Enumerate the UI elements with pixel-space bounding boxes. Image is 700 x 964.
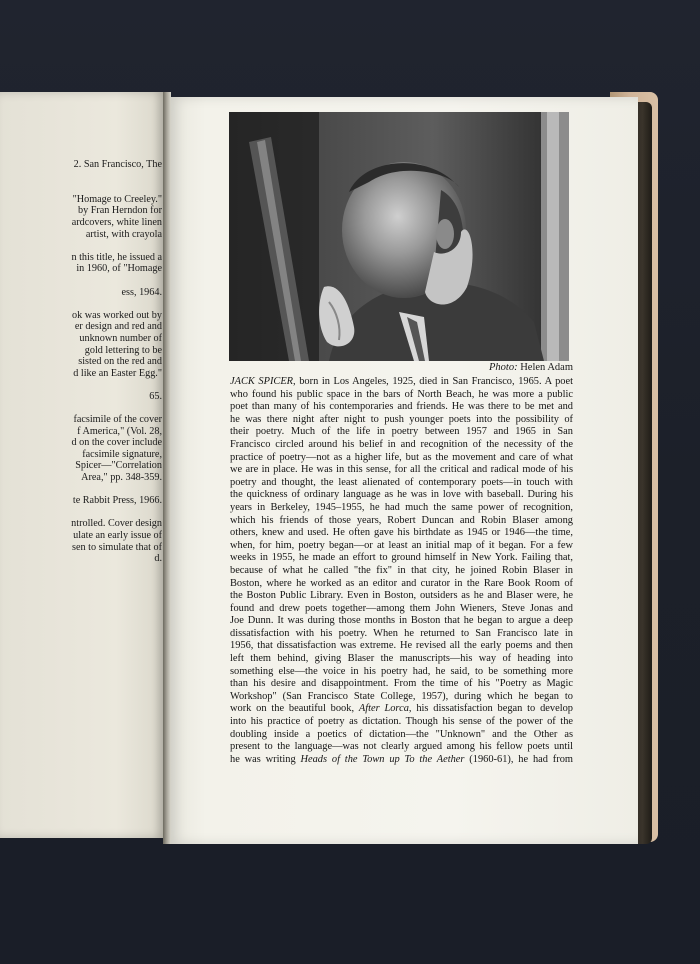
left-page-line: sisted on the red and <box>78 356 162 368</box>
book-gutter <box>163 92 171 844</box>
left-page-line <box>0 507 162 519</box>
left-page-line <box>0 379 162 391</box>
left-page-line: Area," pp. 348-359. <box>81 472 162 484</box>
left-page-line <box>0 240 162 252</box>
body-line: he was writing Heads of the Town up To the Aether (1960-61), he had from <box>230 753 573 765</box>
left-page-line <box>0 275 162 287</box>
body-line: who found his public space in the bars of North Beach, he was more a public <box>230 388 573 400</box>
body-line: 1956, that dissatisfaction was extreme. He revised all the early poems and then <box>230 640 573 652</box>
left-page-line: d. <box>154 553 162 565</box>
left-page-line: unknown number of <box>79 332 162 344</box>
left-page-line: 65. <box>149 390 162 402</box>
body-line: than his desire and disappointment. From the time of his "Poetry as Magic <box>230 678 573 690</box>
body-line: years in Berkeley, 1945–1955, he had much the same power of recognition, <box>230 501 573 513</box>
biography-text <box>230 376 573 766</box>
left-page-line: facsimile signature, <box>82 448 162 460</box>
body-line: found and drew poets together—among them John Wieners, Steve Jonas and <box>230 602 573 614</box>
left-page <box>0 92 166 838</box>
left-page-line: facsimile of the cover <box>73 414 162 426</box>
body-line: the quickness of ordinary language as he was in love with baseball. During his <box>230 489 573 501</box>
photo-credit: Helen Adam <box>520 362 573 373</box>
body-line: work on the beautiful book, After Lorca, his dissatisfaction began to develop <box>230 703 573 715</box>
body-line: weeks in 1955, he made an effort to ground himself in New York. Failing that, <box>230 552 573 564</box>
left-page-line: artist, with crayola <box>85 228 162 240</box>
left-page-line: ess, 1964. <box>121 286 162 298</box>
italic-title: Heads of the Town up To the Aether <box>300 753 465 765</box>
left-page-line: in 1960, of "Homage <box>76 263 162 275</box>
body-line: practice of poetry—not as a higher life, but as the movement and care of what <box>230 451 573 463</box>
body-line: when, for him, poetry began—or at least an initial map of it began. For a few <box>230 539 573 551</box>
body-line: doubling inside a poetics of dictation—the "Unknown" and the Other as <box>230 728 573 740</box>
left-page-line: ulate an early issue of <box>73 530 162 541</box>
left-page-line: by Fran Herndon for <box>77 205 162 217</box>
left-page-line: ardcovers, white linen <box>71 216 162 228</box>
body-line: dissatisfaction with his poetry. When he returned to San Francisco late in <box>230 627 573 639</box>
photo-caption-label: Photo: <box>489 362 518 373</box>
body-line: we are in place. He was in this sense, for all the critical and radical mode of his <box>230 464 573 476</box>
body-line: he was there night after night to push younger poets into the possibility of <box>230 413 573 425</box>
left-page-line: gold lettering to be <box>84 344 162 356</box>
italic-title: JACK SPICER <box>230 376 294 387</box>
body-line: Boston, where he worked as an editor and curator in the Rare Book Room of <box>230 577 573 589</box>
left-page-line: n this title, he issued a <box>71 251 162 263</box>
left-page-line: Spicer—"Correlation <box>75 460 162 472</box>
body-line: poet than many of his contemporaries and friends. He was there to be met and <box>230 401 573 413</box>
left-page-line: 2. San Francisco, The <box>73 159 162 170</box>
body-line: Joe Dunn. It was during those months in Boston that he began to argue a deep <box>230 615 573 627</box>
body-line: their poetry. Much of the life in poetry between 1957 and 1965 in San <box>230 426 573 438</box>
body-line: Workshop" (San Francisco State College, 1957), during which he began to <box>230 690 573 702</box>
left-page-line <box>0 182 162 194</box>
photo-caption <box>230 362 573 373</box>
left-page-line: "Homage to Creeley." <box>72 193 162 205</box>
left-page-line: ok was worked out by <box>72 309 162 321</box>
body-line: into his practice of poetry as dictation. Though his sense of the power of the <box>230 716 573 728</box>
body-line: Francisco circled around his belief in and recognition of the necessity of the <box>230 438 573 450</box>
left-page-line: d on the cover include <box>71 437 162 449</box>
portrait-image <box>229 112 569 361</box>
body-line: JACK SPICER, born in Los Angeles, 1925, died in San Francisco, 1965. A poet <box>230 376 573 387</box>
left-page-line: er design and red and <box>74 321 162 333</box>
body-line: which his friends of those years, Robert Duncan and Robin Blaser among <box>230 514 573 526</box>
body-line: others, knew and used. He often gave his birthdate as 1945 or 1946—the time, <box>230 527 573 539</box>
italic-title: After Lorca <box>358 703 409 715</box>
body-line: left them behind, giving Blaser the manuscripts—his way of heading into <box>230 653 573 665</box>
body-line: the Boston Public Library. Even in Boston, outsiders as he and Blaser were, he <box>230 590 573 602</box>
left-page-line <box>0 171 162 183</box>
body-line: because of what he called "the fix" in that city, he joined Robin Blaser in <box>230 564 573 576</box>
left-page-line: d like an Easter Egg." <box>73 367 162 379</box>
left-page-line <box>0 298 162 310</box>
left-page-text <box>0 159 162 565</box>
body-line: something else—the voice in his poetry had, he said, to be something more <box>230 665 573 677</box>
left-page-line: f America," (Vol. 28, <box>77 425 162 437</box>
body-line: poetry and thought, the least alienated of contemporary poets—in touch with <box>230 476 573 488</box>
left-page-line <box>0 402 162 414</box>
body-line: present to the language—was not clearly argued among his fellow poets until <box>230 741 573 753</box>
left-page-line <box>0 484 162 496</box>
left-page-line: te Rabbit Press, 1966. <box>72 495 162 507</box>
left-page-line: ntrolled. Cover design <box>71 518 162 530</box>
left-page-line: sen to simulate that of <box>72 541 162 553</box>
author-photo <box>229 112 569 361</box>
